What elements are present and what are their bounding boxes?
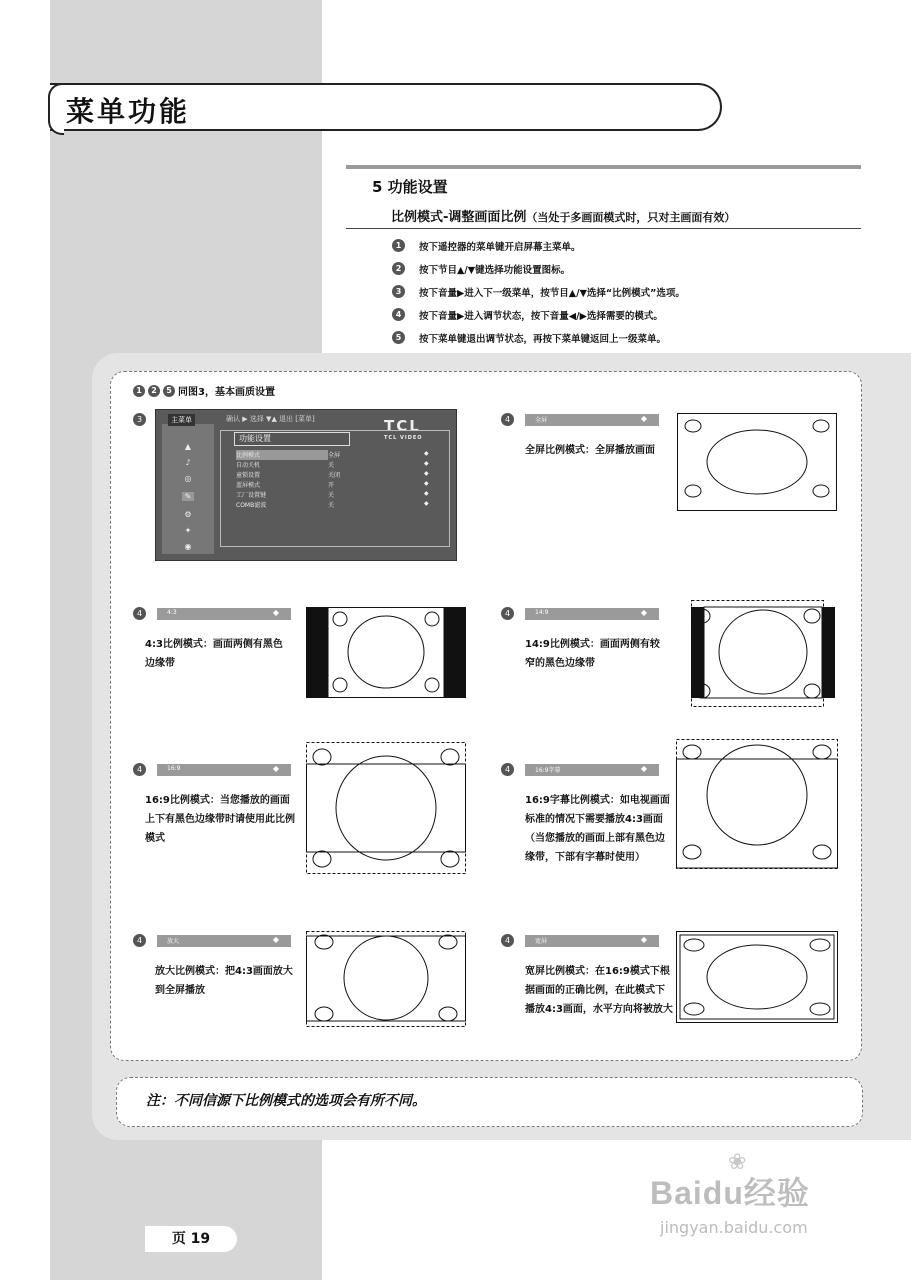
menu-item-arrow: ◆ <box>424 490 429 497</box>
section-rule <box>346 165 861 169</box>
intro-text: 同图3，基本画质设置 <box>178 387 275 398</box>
picture-icon[interactable]: ▲ <box>184 442 192 451</box>
mode-bar-arrow: ◆ <box>640 764 647 773</box>
step-number: 1 <box>392 239 405 252</box>
mode-caption: 宽屏比例模式：在16:9模式下根据画面的正确比例，在此模式下播放4:3画面，水平方向将被放大 <box>525 966 673 1015</box>
menu-item[interactable] <box>236 460 434 470</box>
menu-item[interactable] <box>236 450 434 460</box>
step-item <box>392 234 685 257</box>
mode-bar-label: 放大 <box>167 938 180 945</box>
subtitle-rule <box>346 228 861 229</box>
menu-item-label: COMB滤波 <box>236 502 267 509</box>
mode-bar-arrow: ◆ <box>272 764 279 773</box>
menu-item-value: 关 <box>328 462 335 469</box>
step-item <box>392 326 685 349</box>
channel-icon[interactable]: ◎ <box>184 474 192 483</box>
step-item <box>392 257 685 280</box>
step-item <box>392 280 685 303</box>
intro-num: 5 <box>163 385 175 397</box>
mode-caption: 16:9字幕比例模式：如电视画面标准的情况下需要播放4:3画面（当您播放的画面上部有黑色边缘带，下部有字幕时使用） <box>525 795 670 863</box>
step-number: 3 <box>392 285 405 298</box>
mode-step-number: 4 <box>501 763 514 776</box>
step-text: 按下节目▲/▼键选择功能设置图标。 <box>419 264 571 276</box>
mode-bar-arrow: ◆ <box>640 935 647 944</box>
step-number: 4 <box>392 308 405 321</box>
mode-caption: 14:9比例模式：画面两侧有较窄的黑色边缘带 <box>525 639 660 669</box>
widescreen-diagram <box>676 931 838 1023</box>
menu-item-value: 关 <box>328 492 335 499</box>
function-icon[interactable]: ✎ <box>182 492 194 501</box>
menu-item-arrow: ◆ <box>424 450 429 457</box>
step-item <box>392 303 685 326</box>
mode-selector-bar <box>525 608 659 620</box>
paw-icon: ❀ <box>728 1150 747 1175</box>
watermark-brand: Baidu经验 <box>650 1175 810 1211</box>
menu-screenshot <box>155 409 457 561</box>
page-number: 页 19 <box>145 1226 237 1252</box>
mode-selector-bar <box>157 764 291 776</box>
menu-item-value: 关 <box>328 502 335 509</box>
mode-selector-bar <box>525 764 659 776</box>
mode-caption: 4:3比例模式：画面两侧有黑色边缘带 <box>145 639 283 669</box>
zoom-diagram <box>306 931 466 1027</box>
mode-bar-label: 4:3 <box>167 609 177 616</box>
mode-step-number: 4 <box>501 413 514 426</box>
menu-item-value: 开 <box>328 482 335 489</box>
intro-num: 2 <box>148 385 160 397</box>
menu-step-number: 3 <box>133 413 146 426</box>
menu-topbar: 确认 ▶ 选择 ▼▲ 退出 [菜单] <box>226 415 315 423</box>
menu-item-label: 工厂设置键 <box>236 492 267 499</box>
page-title: 菜单功能 <box>66 95 191 128</box>
menu-item-label: 比例模式 <box>236 450 328 460</box>
mode-bar-label: 全屏 <box>535 417 548 424</box>
mode-step-number: 4 <box>133 763 146 776</box>
source-icon[interactable]: ◉ <box>184 542 192 551</box>
section-subtitle <box>391 206 735 225</box>
note-text: 注：不同信源下比例模式的选项会有所不同。 <box>146 1093 426 1109</box>
menu-title: 功能设置 <box>234 432 350 446</box>
subtitle-text: 比例模式-调整画面比例 <box>391 210 527 225</box>
watermark <box>650 1168 810 1237</box>
aspect-subtitle-diagram <box>676 739 838 869</box>
menu-item-value: 关闭 <box>328 472 341 479</box>
intro-num: 1 <box>133 385 145 397</box>
section-title: 5 功能设置 <box>372 178 448 196</box>
mode-step-number: 4 <box>501 934 514 947</box>
aspect-4-3-diagram <box>306 607 466 698</box>
menu-header: 主菜单 <box>168 414 195 426</box>
mode-step-number: 4 <box>133 607 146 620</box>
mode-bar-arrow: ◆ <box>640 608 647 617</box>
mode-selector-bar <box>157 935 291 947</box>
feature-icon[interactable]: ✦ <box>184 526 192 535</box>
mode-caption: 放大比例模式：把4:3画面放大到全屏播放 <box>155 966 293 996</box>
watermark-url: jingyan.baidu.com <box>660 1218 808 1237</box>
logo-text: TCL <box>384 417 421 435</box>
menu-item[interactable] <box>236 500 434 510</box>
mode-bar-label: 宽屏 <box>535 938 548 945</box>
mode-selector-bar <box>157 608 291 620</box>
step-text: 按下遥控器的菜单键开启屏幕主菜单。 <box>419 241 581 253</box>
mode-bar-arrow: ◆ <box>272 935 279 944</box>
sound-icon[interactable]: ♪ <box>185 458 191 467</box>
mode-selector-bar <box>525 414 659 426</box>
menu-item-arrow: ◆ <box>424 460 429 467</box>
mode-step-number: 4 <box>501 607 514 620</box>
menu-item-label: 童锁设置 <box>236 472 261 479</box>
step-number: 2 <box>392 262 405 275</box>
menu-item[interactable] <box>236 480 434 490</box>
mode-bar-label: 16:9字幕 <box>535 767 561 774</box>
mode-bar-arrow: ◆ <box>640 414 647 423</box>
mode-selector-bar <box>525 935 659 947</box>
menu-item[interactable] <box>236 490 434 500</box>
menu-items <box>236 450 434 510</box>
settings-icon[interactable]: ⚙ <box>184 510 192 519</box>
mode-caption: 全屏比例模式：全屏播放画面 <box>525 445 655 456</box>
steps-list <box>392 234 685 349</box>
step-text: 按下音量▶进入下一级菜单，按节目▲/▼选择“比例模式”选项。 <box>419 287 685 299</box>
menu-item-arrow: ◆ <box>424 470 429 477</box>
menu-item[interactable] <box>236 470 434 480</box>
mode-bar-arrow: ◆ <box>272 608 279 617</box>
menu-item-arrow: ◆ <box>424 480 429 487</box>
mode-caption: 16:9比例模式：当您播放的画面上下有黑色边缘带时请使用此比例模式 <box>145 795 295 844</box>
menu-item-label: 自动关机 <box>236 462 261 469</box>
mode-bar-label: 16:9 <box>167 765 181 772</box>
subtitle-note: （当处于多画面模式时，只对主画面有效） <box>526 211 736 224</box>
logo-subtext: TCL VIDEO <box>384 435 423 441</box>
aspect-14-9-diagram <box>688 600 838 708</box>
menu-item-value: 全屏 <box>328 452 341 459</box>
menu-icon-column <box>162 416 214 554</box>
intro-line <box>133 383 275 398</box>
step-text: 按下菜单键退出调节状态，再按下菜单键返回上一级菜单。 <box>419 333 667 345</box>
step-number: 5 <box>392 331 405 344</box>
mode-step-number: 4 <box>133 934 146 947</box>
fullscreen-diagram <box>677 413 837 511</box>
step-text: 按下音量▶进入调节状态，按下音量◀/▶选择需要的模式。 <box>419 310 663 322</box>
aspect-16-9-diagram <box>306 742 466 874</box>
menu-item-label: 蓝屏模式 <box>236 482 261 489</box>
mode-bar-label: 14:9 <box>535 609 549 616</box>
menu-item-arrow: ◆ <box>424 500 429 507</box>
